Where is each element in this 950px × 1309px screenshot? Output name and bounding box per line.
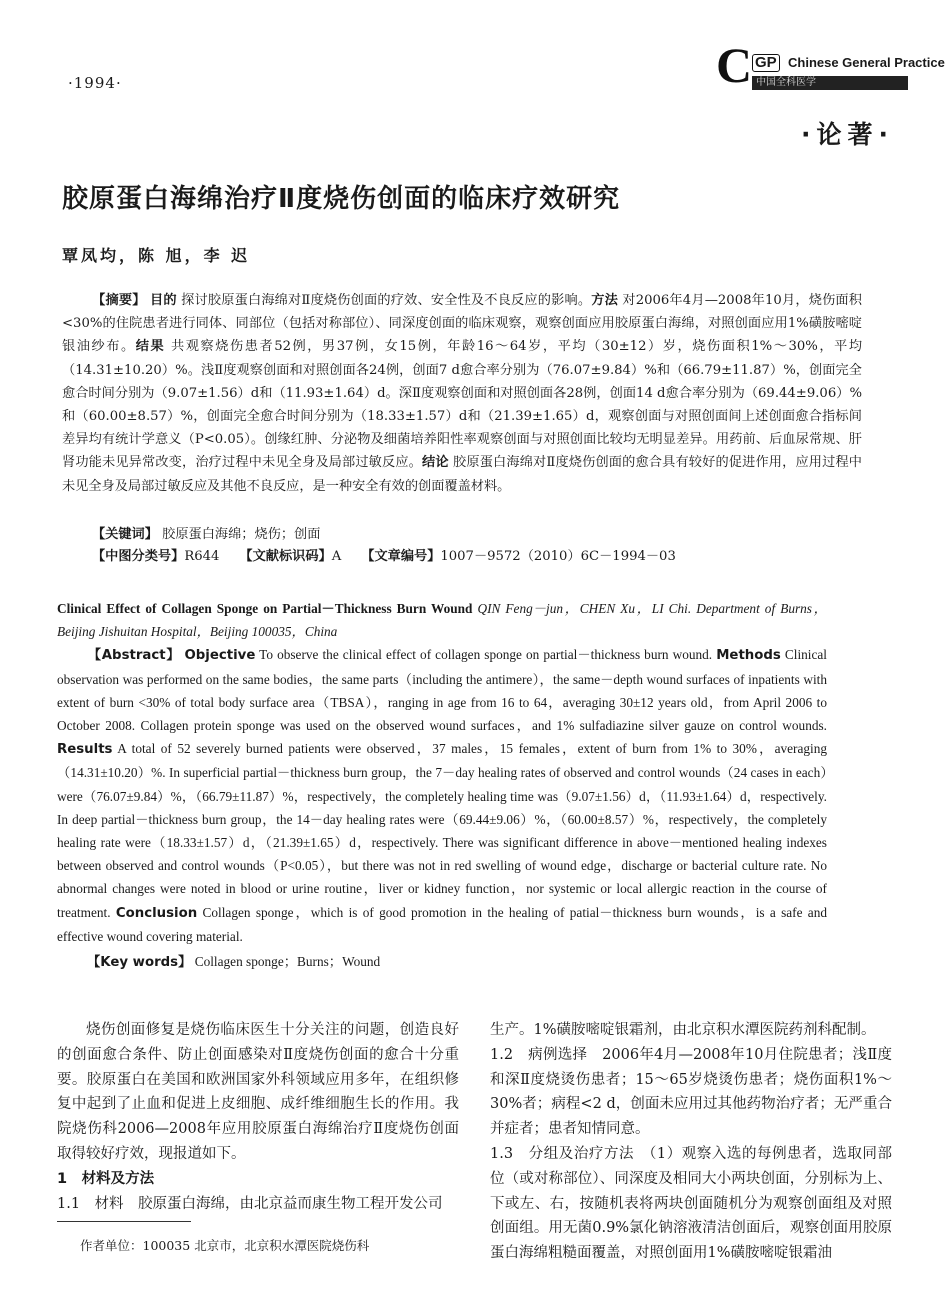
en-keywords-label: 【Key words】 <box>87 955 192 971</box>
doc-code-value: A <box>331 549 342 564</box>
continuation-paragraph: 生产。1%磺胺嘧啶银霜剂，由北京积水潭医院药剂科配制。 <box>490 1022 876 1038</box>
article-number-value: 1007－9572（2010）6C－1994－03 <box>440 549 676 564</box>
en-methods-label: Methods <box>716 648 781 664</box>
methods-label: 方法 <box>591 293 618 308</box>
en-keywords-text: Collagen sponge；Burns；Wound <box>194 954 381 970</box>
chinese-abstract <box>62 289 862 498</box>
en-objective-text: To observe the clinical effect of collagen sponge on partial－thickness burn wound. <box>259 647 713 663</box>
english-keywords <box>57 950 827 974</box>
results-text: 共观察烧伤患者52例，男37例，女15例，年龄16～64岁，平均（30±12）岁，烧伤面积1%～30%，平均（14.31±10.20）%。浅Ⅱ度观察创面和对照创面各24例，创面7 d愈合率分别为（76.07±9.84）%和（66.79±11.87）%，创面完全愈合时间分别为（9.07±1.56）d和（11.93±1.64）d。深Ⅱ度观察创面和对照创面各28例，创面14 d愈合率分别为（69.44±9.06）%和（60.00±8.57）%，创面完全愈合时间分别为（18.33±1.57）d和（21.39±1.65）d，观察创面与对照创面间上述创面愈合指标间差异均有统计学意义（P<0.05）。创缘红肿、分泌物及细菌培养阳性率观察创面与对照创面比较均无明显差异。用药前、后血尿常规、肝肾功能未见异常改变，治疗过程中未见全身及局部过敏反应。 <box>62 339 863 471</box>
page-number: ·1994· <box>68 74 122 92</box>
keywords-text: 胶原蛋白海绵；烧伤；创面 <box>162 527 321 542</box>
english-abstract-block <box>57 597 827 974</box>
intro-paragraph: 烧伤创面修复是烧伤临床医生十分关注的问题，创造良好的创面愈合条件、防止创面感染对Ⅱ度烧伤创面的愈合十分重要。胶原蛋白在美国和欧洲国家外科领域应用多年，在组织修复中起到了止血和促进上皮细胞、成纤维细胞生长的作用。我院烧伤科2006—2008年应用胶原蛋白海绵治疗Ⅱ度烧伤创面取得较好疗效，现报道如下。 <box>57 1022 459 1162</box>
journal-logo <box>716 37 945 96</box>
paper-title: 胶原蛋白海绵治疗Ⅱ度烧伤创面的临床疗效研究 <box>62 184 621 214</box>
en-methods-text: Clinical observation was performed on the same bodies，the same parts（including the antimere），the same－depth wound surfaces of inpatients with extent of burn <30% of total body surface area（TBSA），ranging in age from 16 to 64，averaging 30±12 years old，from April 2006 to October 2008. Collagen protein sponge was used on the observed wound surfaces，and 1% sulfadiazine silver gauze on control wounds. <box>57 647 827 734</box>
body-column-right <box>490 1018 892 1266</box>
objective-label: 目的 <box>150 293 177 308</box>
en-abstract-label: 【Abstract】 <box>87 648 181 664</box>
section-heading: 1 材料及方法 <box>57 1170 155 1187</box>
footnote-divider <box>57 1221 191 1222</box>
en-conclusion-text: Collagen sponge，which is of good promotion in the healing of patial－thickness burn wounds，is a safe and effective wound covering material. <box>57 904 827 944</box>
authors: 覃凤均，陈 旭，李 迟 <box>62 246 251 265</box>
doc-code-label: 【文献标识码】 <box>239 549 332 564</box>
english-abstract <box>57 643 827 948</box>
logo-letter: C <box>716 37 753 93</box>
case-selection-paragraph: 1.2 病例选择 2006年4月—2008年10月住院患者；浅Ⅱ度和深Ⅱ度烧烫伤患者；15～65岁烧烫伤患者；烧伤面积1%～30%者；病程<2 d，创面未应用过其他药物治疗者；无严重合并症者；患者知情同意。 <box>490 1046 892 1138</box>
en-conclusion-label: Conclusion <box>115 905 198 921</box>
english-authors: QIN Feng－jun，CHEN Xu，LI Chi. Department of Burns，Beijing Jishuitan Hospital，Beijing 100035，China <box>57 601 827 640</box>
results-label: 结果 <box>135 339 166 355</box>
grouping-paragraph: 1.3 分组及治疗方法 （1）观察入选的每例患者，选取同部位（或对称部位）、同深度及相同大小两块创面，分别标为上、下或左、右，按随机表将两块创面随机分为观察创面组及对照创面组。用无菌0.9%氯化钠溶液清洁创面后，观察创面用胶原蛋白海绵粗糙面覆盖，对照创面用1%磺胺嘧啶银霜油 <box>490 1145 892 1262</box>
chinese-keywords <box>92 524 320 546</box>
conclusion-text: 胶原蛋白海绵对Ⅱ度烧伤创面的愈合具有较好的促进作用，应用过程中未见全身及局部过敏反应及其他不良反应，是一种安全有效的创面覆盖材料。 <box>62 455 862 494</box>
abstract-label: 【摘要】 <box>92 293 146 308</box>
classification-line <box>92 546 676 568</box>
english-title: Clinical Effect of Collagen Sponge on Partial－Thickness Burn Wound <box>57 601 473 616</box>
materials-paragraph: 1.1 材料 胶原蛋白海绵，由北京益而康生物工程开发公司 <box>57 1195 443 1212</box>
en-results-label: Results <box>57 742 113 758</box>
logo-badge: GP <box>752 54 780 72</box>
section-label: ·论著· <box>801 120 894 149</box>
objective-text: 探讨胶原蛋白海绵对Ⅱ度烧伤创面的疗效、安全性及不良反应的影响。 <box>181 293 592 308</box>
author-affiliation-footnote: 作者单位：100035 北京市，北京积水潭医院烧伤科 <box>80 1238 370 1253</box>
conclusion-label: 结论 <box>422 455 449 471</box>
clc-label: 【中图分类号】 <box>92 549 185 564</box>
methods-text: 对2006年4月—2008年10月，烧伤面积<30%的住院患者进行同体、同部位（包括对称部位）、同深度创面的临床观察，观察创面应用胶原蛋白海绵，对照创面应用1%磺胺嘧啶银油纱布。 <box>62 293 862 355</box>
clc-value: R644 <box>184 549 220 564</box>
english-title-line <box>57 597 827 643</box>
keywords-label: 【关键词】 <box>92 527 158 542</box>
journal-subtitle: 中国全科医学 <box>756 77 816 88</box>
en-results-text: A total of 52 severely burned patients were observed，37 males，15 females，extent of burn from 1% to 30%，averaging（14.31±10.20）%. In superficial partial－thickness burn group，the 7－day healing rates of observed and control wounds（24 cases in each）were（76.07±9.84）%，（66.79±11.87）%，respectively，the completely healing time was（9.07±1.56）d，（11.93±1.64）d，respectively. In deep partial－thickness burn group，the 14－day healing rates were（69.44±9.06）%，（60.00±8.57）%，respectively，the completely healing rate were（18.33±1.57）d，（21.39±1.65）d，respectively. There was significant difference in above－mentioned healing indexes between observed and control wounds（P<0.05），but there was not in red swelling of wound edge，discharge or bacterial culture rate. No abnormal changes were noted in blood or urine routine，liver or kidney function，nor systemic or local allergic reaction in the course of treatment. <box>57 741 827 920</box>
article-number-label: 【文章编号】 <box>361 549 441 564</box>
en-objective-label: Objective <box>184 648 256 664</box>
body-column-left <box>57 1018 459 1216</box>
journal-name: Chinese General Practice <box>788 55 945 70</box>
